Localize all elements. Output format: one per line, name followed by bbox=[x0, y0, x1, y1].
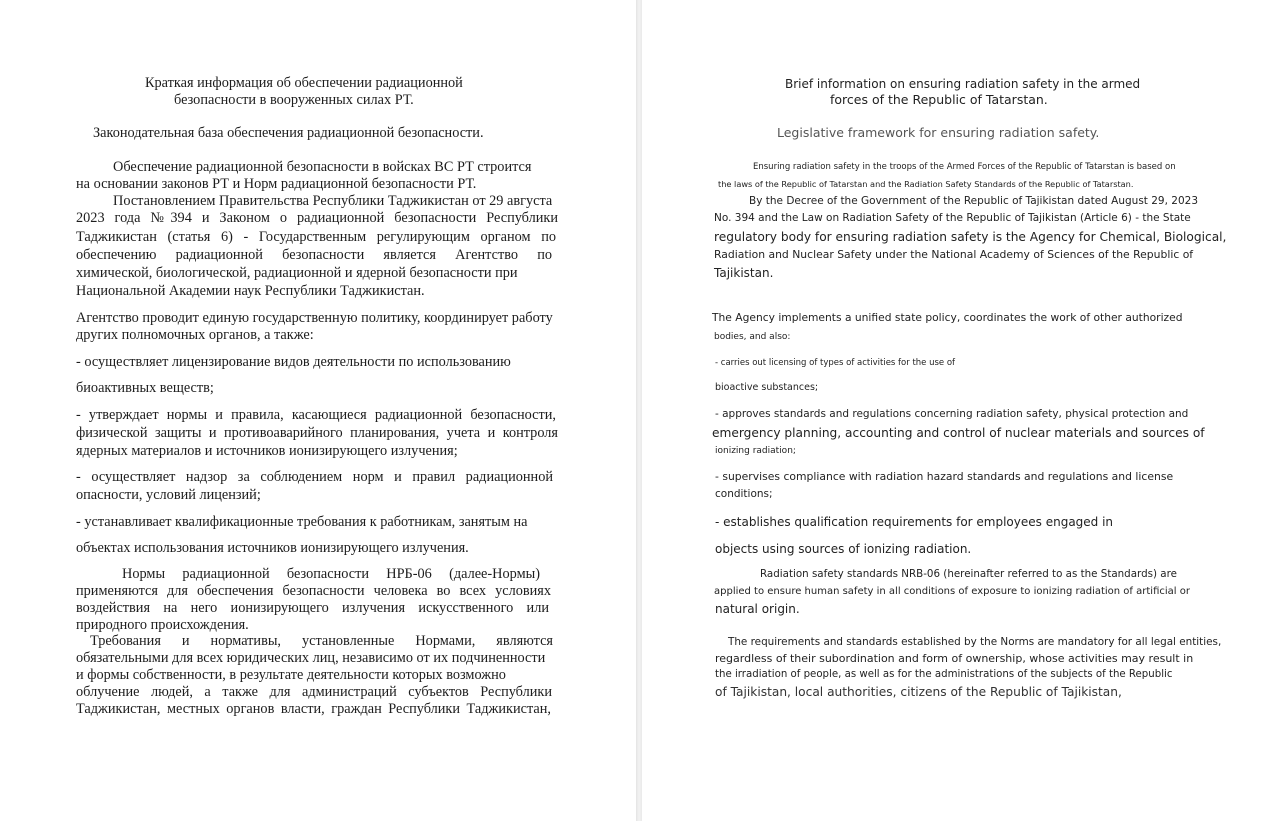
text-line: Tajikistan. bbox=[714, 266, 774, 280]
text-line: bodies, and also: bbox=[714, 332, 791, 342]
text-line: обязательными для всех юридических лиц, независимо от их подчиненности bbox=[76, 650, 546, 666]
text-line: - carries out licensing of types of activities for the use of bbox=[715, 358, 956, 368]
document-title-line: Краткая информация об обеспечении радиационной bbox=[145, 75, 463, 91]
text-line: - establishes qualification requirements for employees engaged in bbox=[715, 515, 1114, 529]
text-line: Таджикистан (статья 6) - Государственным регулирующим органом по bbox=[76, 229, 556, 245]
text-line: объектах использования источников ионизирующего излучения. bbox=[76, 540, 469, 556]
text-line: - устанавливает квалификационные требования к работникам, занятым на bbox=[76, 514, 528, 530]
text-line: the laws of the Republic of Tatarstan and the Radiation Safety Standards of the Republic of Tatarstan. bbox=[718, 179, 1134, 189]
text-line: и формы собственности, в результате деятельности которых возможно bbox=[76, 667, 506, 683]
section-heading: Legislative framework for ensuring radiation safety. bbox=[777, 125, 1100, 140]
text-line: Таджикистан, местных органов власти, граждан Республики Таджикистан, bbox=[76, 701, 551, 717]
text-line: Национальной Академии наук Республики Таджикистан. bbox=[76, 283, 425, 299]
text-line: - осуществляет надзор за соблюдением норм и правил радиационной bbox=[76, 469, 553, 485]
translated-document-page bbox=[642, 0, 1277, 821]
text-line: физической защиты и противоаварийного планирования, учета и контроля bbox=[76, 425, 558, 441]
text-line: Radiation safety standards NRB-06 (hereinafter referred to as the Standards) are bbox=[760, 568, 1177, 580]
text-line: No. 394 and the Law on Radiation Safety of the Republic of Tajikistan (Article 6) - the State bbox=[714, 212, 1191, 224]
text-line: The requirements and standards established by the Norms are mandatory for all legal entities, bbox=[728, 636, 1222, 648]
document-title-line: безопасности в вооруженных силах РТ. bbox=[174, 92, 414, 108]
document-title-line: Brief information on ensuring radiation safety in the armed bbox=[785, 77, 1141, 91]
text-line: By the Decree of the Government of the Republic of Tajikistan dated August 29, 2023 bbox=[749, 195, 1199, 207]
text-line: - утверждает нормы и правила, касающиеся радиационной безопасности, bbox=[76, 407, 556, 423]
text-line: биоактивных веществ; bbox=[76, 380, 214, 396]
section-heading: Законодательная база обеспечения радиационной безопасности. bbox=[93, 125, 484, 141]
text-line: Агентство проводит единую государственную политику, координирует работу bbox=[76, 310, 553, 326]
text-line: - осуществляет лицензирование видов деятельности по использованию bbox=[76, 354, 511, 370]
text-line: ionizing radiation; bbox=[715, 446, 796, 456]
text-line: Постановлением Правительства Республики Таджикистан от 29 августа bbox=[113, 193, 553, 209]
text-line: опасности, условий лицензий; bbox=[76, 487, 261, 503]
text-line: objects using sources of ionizing radiation. bbox=[715, 542, 972, 556]
text-line: Radiation and Nuclear Safety under the National Academy of Sciences of the Republic of bbox=[714, 248, 1194, 261]
text-line: applied to ensure human safety in all conditions of exposure to ionizing radiation of artificial or bbox=[714, 586, 1190, 597]
text-line: the irradiation of people, as well as for the administrations of the subjects of the Republic bbox=[715, 669, 1173, 680]
text-line: облучение людей, а также для администраций субъектов Республики bbox=[76, 684, 552, 700]
text-line: других полномочных органов, а также: bbox=[76, 327, 314, 343]
text-line: bioactive substances; bbox=[715, 382, 819, 393]
text-line: natural origin. bbox=[715, 602, 800, 616]
text-line: Требования и нормативы, установленные Нормами, являются bbox=[90, 633, 553, 649]
text-line: regardless of their subordination and form of ownership, whose activities may result in bbox=[715, 652, 1194, 665]
text-line: воздействия на него ионизирующего излучения искусственного или bbox=[76, 600, 549, 616]
text-line: химической, биологической, радиационной и ядерной безопасности при bbox=[76, 265, 518, 281]
text-line: - supervises compliance with radiation hazard standards and regulations and license bbox=[715, 470, 1174, 483]
text-line: обеспечению радиационной безопасности является Агентство по bbox=[76, 247, 552, 263]
text-line: The Agency implements a unified state policy, coordinates the work of other authorized bbox=[712, 311, 1183, 324]
text-line: природного происхождения. bbox=[76, 617, 249, 633]
text-line: применяются для обеспечения безопасности человека во всех условиях bbox=[76, 583, 551, 599]
text-line: conditions; bbox=[715, 488, 773, 500]
text-line: на основании законов РТ и Норм радиационной безопасности РТ. bbox=[76, 176, 477, 192]
original-document-page bbox=[0, 0, 636, 821]
text-line: Обеспечение радиационной безопасности в войсках ВС РТ строится bbox=[113, 159, 532, 175]
text-line: regulatory body for ensuring radiation safety is the Agency for Chemical, Biological, bbox=[714, 230, 1227, 244]
text-line: 2023 года №394 и Законом о радиационной безопасности Республики bbox=[76, 210, 558, 226]
text-line: - approves standards and regulations concerning radiation safety, physical protection and bbox=[715, 408, 1189, 420]
text-line: of Tajikistan, local authorities, citizens of the Republic of Tajikistan, bbox=[715, 685, 1122, 699]
document-title-line: forces of the Republic of Tatarstan. bbox=[830, 92, 1048, 107]
text-line: ядерных материалов и источников ионизирующего излучения; bbox=[76, 443, 458, 459]
text-line: emergency planning, accounting and control of nuclear materials and sources of bbox=[712, 426, 1205, 440]
text-line: Ensuring radiation safety in the troops of the Armed Forces of the Republic of Tatarstan is based on bbox=[753, 162, 1176, 172]
text-line: Нормы радиационной безопасности НРБ-06 (далее-Нормы) bbox=[122, 566, 540, 582]
